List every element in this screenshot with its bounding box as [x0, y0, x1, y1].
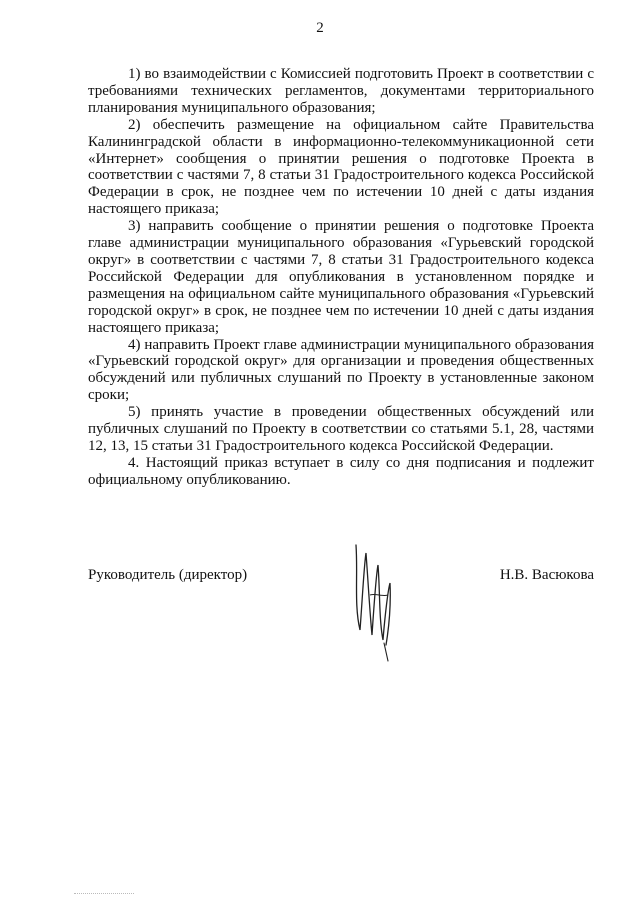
- handwritten-signature-icon: [350, 535, 400, 665]
- paragraph-item-1: 1) во взаимодействии с Комиссией подготовить Проект в соответствии с требованиями технических регламентов, документами территориального планирования муниципального образования;: [88, 66, 594, 116]
- paragraph-item-4: 4) направить Проект главе администрации муниципального образования «Гурьевский городской округ» для организации и проведения общественных обсуждений или публичных слушаний по Проекту в установленные законом сроки;: [88, 336, 594, 404]
- document-body: [88, 66, 594, 489]
- paragraph-item-3: 3) направить сообщение о принятии решения о подготовке Проекта главе администрации муниципального образования «Гурьевский городской округ» в соответствии с частями 7, 8 статьи 31 Градостроительного кодекса Российской Федерации для опубликования в установленном порядке и размещения на официальном сайте муниципального образования «Гурьевский городской округ» в срок, не позднее чем по истечении 10 дней с даты издания настоящего приказа;: [88, 218, 594, 336]
- signatory-name: Н.В. Васюкова: [499, 567, 594, 583]
- signature-block: [88, 567, 594, 589]
- paragraph-effective-date: 4. Настоящий приказ вступает в силу со дня подписания и подлежит официальному опубликованию.: [88, 454, 594, 488]
- signatory-title: Руководитель (директор): [88, 567, 248, 583]
- paragraph-item-2: 2) обеспечить размещение на официальном сайте Правительства Калининградской области в информационно-телекоммуникационной сети «Интернет» сообщения о принятии решения о подготовке Проекта в соответствии с частями 7, 8 статьи 31 Градостроительного кодекса Российской Федерации в срок, не позднее чем по истечении 10 дней с даты издания настоящего приказа;: [88, 116, 594, 218]
- paragraph-item-5: 5) принять участие в проведении общественных обсуждений или публичных слушаний по Проекту в соответствии со статьями 5.1, 28, частями 12, 13, 15 статьи 31 Градостроительного кодекса Российской Федерации.: [88, 404, 594, 454]
- page-number: 2: [316, 20, 324, 36]
- scan-artifact: [74, 893, 134, 898]
